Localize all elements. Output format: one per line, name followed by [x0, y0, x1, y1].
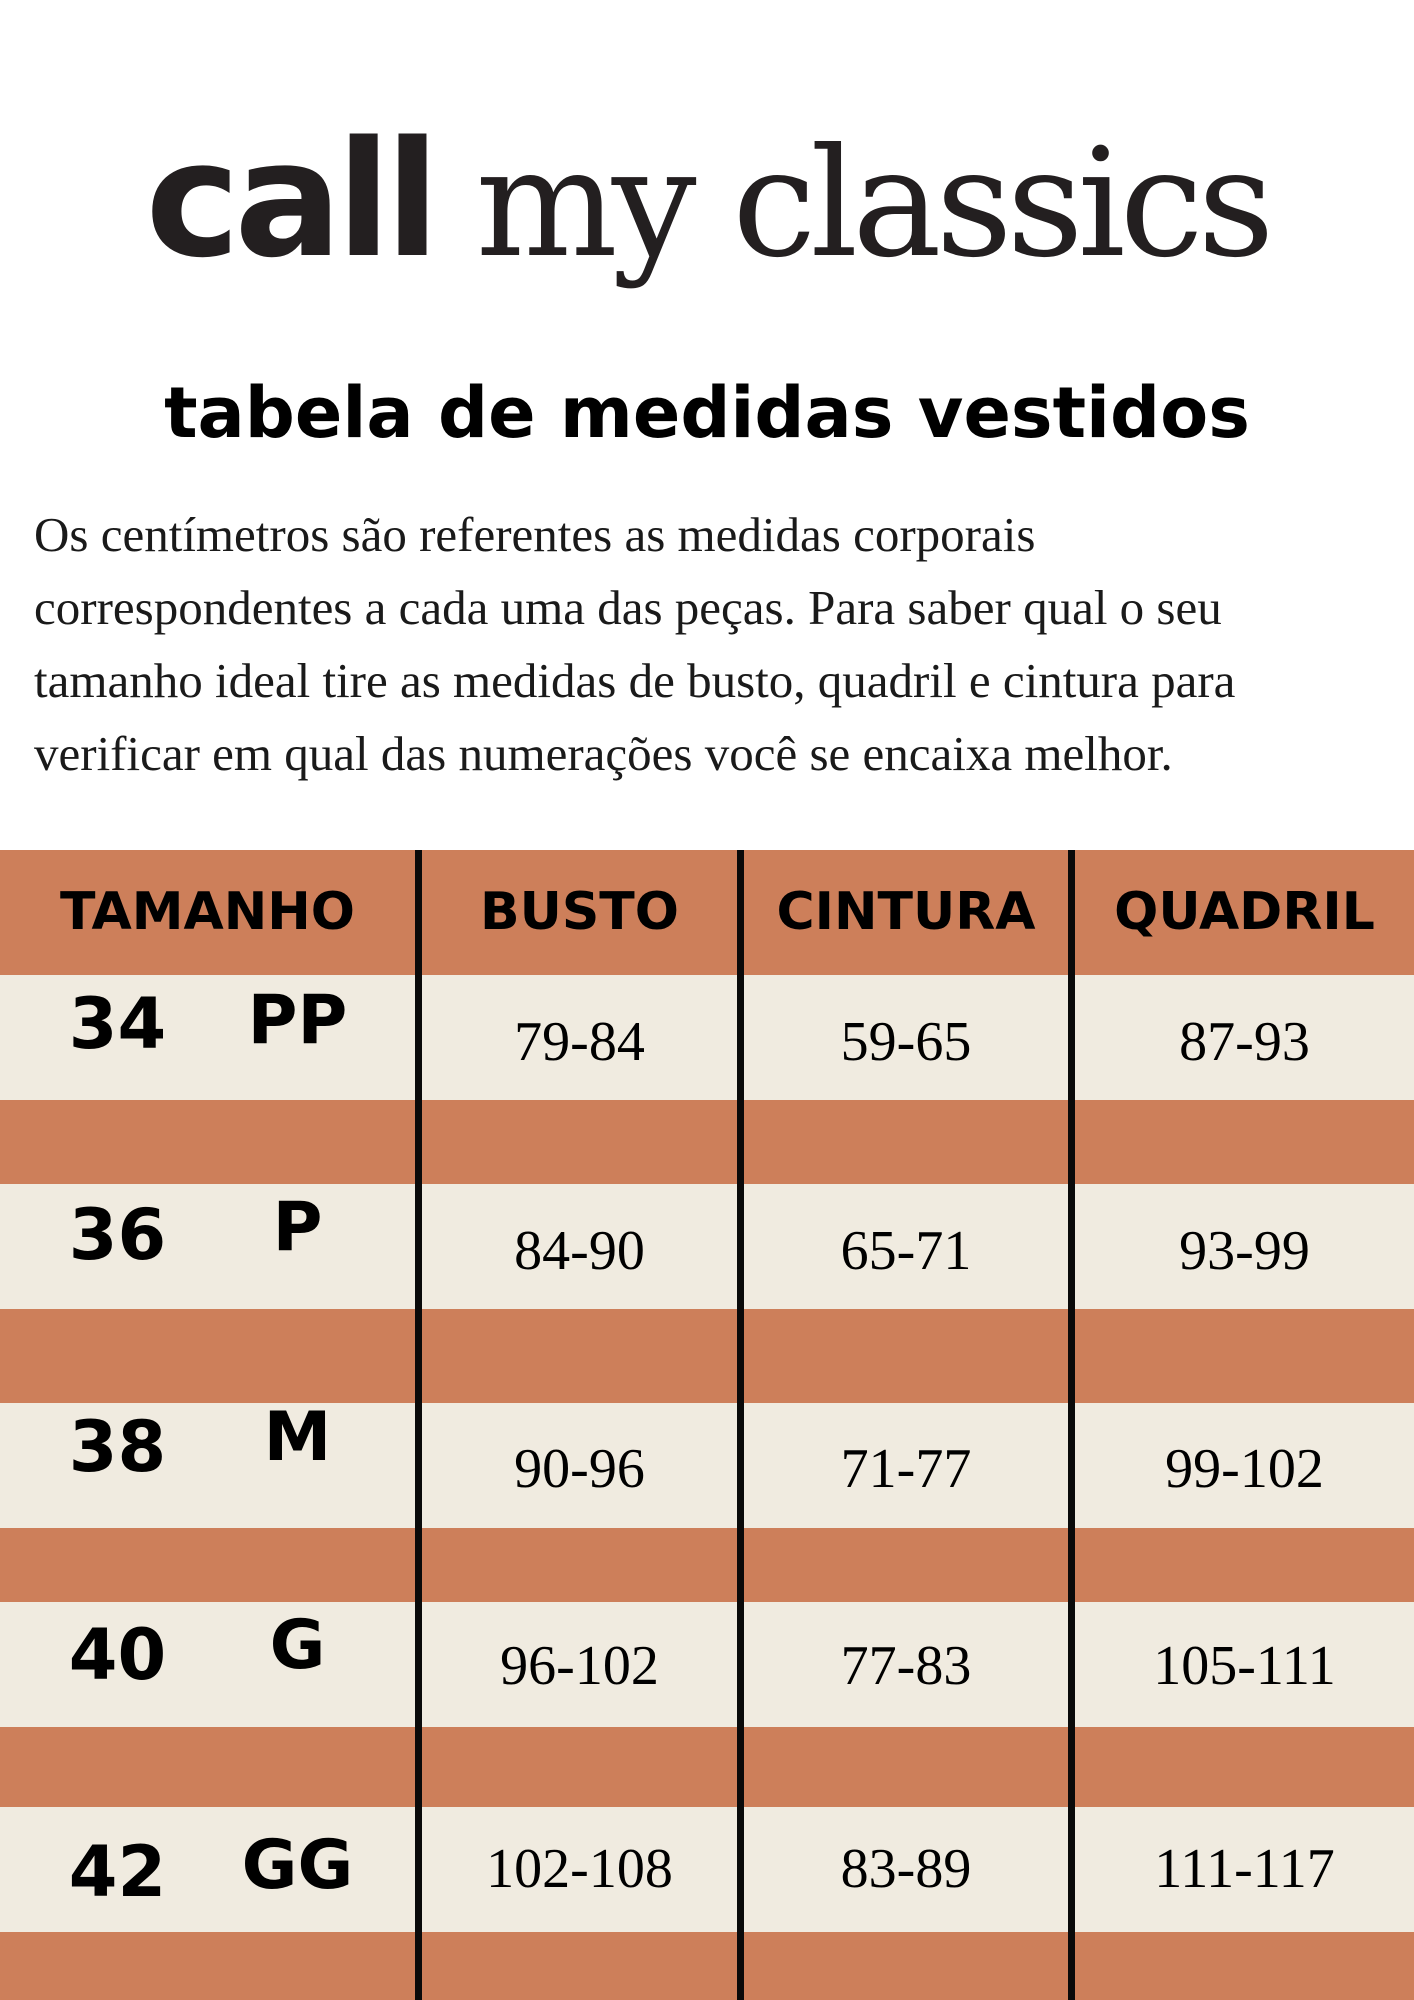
- description: [34, 498, 1404, 790]
- size-letter: PP: [247, 981, 348, 1060]
- column-divider: [415, 850, 422, 2000]
- size-table: [0, 850, 1414, 2000]
- busto-value: 102-108: [486, 1838, 673, 1900]
- header-busto: BUSTO: [480, 882, 679, 942]
- description-line: verificar em qual das numerações você se encaixa melhor.: [34, 726, 1173, 781]
- description-line: correspondentes a cada uma das peças. Para saber qual o seu: [34, 580, 1222, 635]
- spacer-band: [0, 1727, 1414, 1807]
- busto-value: 79-84: [514, 1011, 645, 1073]
- size-number: 38: [68, 1406, 167, 1488]
- spacer-band: [0, 1528, 1414, 1602]
- page-title: tabela de medidas vestidos: [164, 372, 1250, 454]
- cintura-value: 83-89: [840, 1838, 972, 1900]
- cintura-value: 59-65: [840, 1011, 972, 1073]
- busto-value: 84-90: [514, 1220, 645, 1282]
- description-line: tamanho ideal tire as medidas de busto, quadril e cintura para: [34, 653, 1236, 708]
- cintura-value: 77-83: [840, 1635, 972, 1697]
- brand-logo: [0, 106, 1414, 293]
- busto-value: 90-96: [514, 1438, 645, 1500]
- quadril-value: 105-111: [1153, 1635, 1336, 1697]
- quadril-value: 87-93: [1179, 1011, 1310, 1073]
- size-letter: G: [269, 1606, 326, 1685]
- quadril-value: 111-117: [1154, 1838, 1335, 1900]
- quadril-value: 99-102: [1165, 1438, 1324, 1500]
- header-cintura: CINTURA: [776, 882, 1036, 942]
- description-line: Os centímetros são referentes as medidas corporais: [34, 507, 1036, 562]
- brand-logo-bold: call: [145, 106, 434, 293]
- spacer-band: [0, 1932, 1414, 2000]
- busto-value: 96-102: [500, 1635, 659, 1697]
- column-divider: [1068, 850, 1075, 2000]
- spacer-band: [0, 1100, 1414, 1184]
- size-number: 36: [68, 1194, 167, 1276]
- header-quadril: QUADRIL: [1114, 882, 1375, 942]
- size-number: 40: [68, 1614, 167, 1696]
- brand-logo-serif: [434, 117, 1269, 291]
- size-number: 34: [68, 983, 167, 1065]
- cintura-value: 71-77: [840, 1438, 972, 1500]
- header-tamanho: TAMANHO: [60, 882, 355, 942]
- size-letter: M: [263, 1398, 332, 1477]
- size-letter: GG: [241, 1826, 354, 1905]
- spacer-band: [0, 1309, 1414, 1403]
- size-number: 42: [68, 1831, 167, 1913]
- cintura-value: 65-71: [840, 1220, 972, 1282]
- column-divider: [737, 850, 744, 2000]
- quadril-value: 93-99: [1179, 1220, 1310, 1282]
- size-letter: P: [272, 1188, 323, 1267]
- brand-logo-serif-text: my classics: [475, 117, 1269, 291]
